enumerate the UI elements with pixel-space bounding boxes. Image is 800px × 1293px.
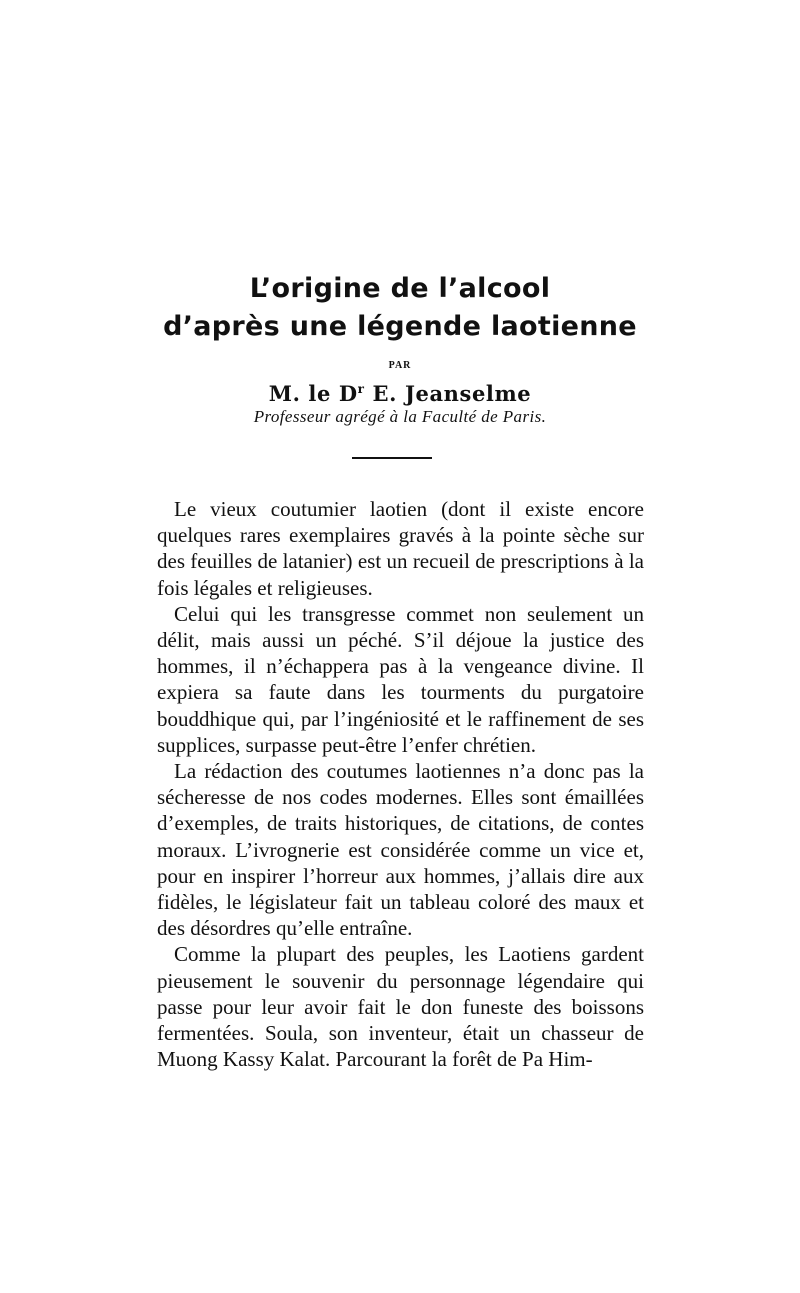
paragraph: Celui qui les transgresse commet non seulement un délit, mais aussi un péché. S’il déjoue la justice des hommes, il n’échappera pas à la vengeance divine. Il expiera sa faute dans les tourments du purgatoire bouddhique qui, par l’ingéniosité et le raffinement de ses supplices, surpasse peut-être l’enfer chrétien. [157, 601, 644, 757]
article-title-line-2: d’après une légende laotienne [163, 311, 637, 342]
author-line [0, 381, 800, 406]
paragraph: Le vieux coutumier laotien (dont il existe encore quelques rares exemplaires gravés à la pointe sèche sur des feuilles de latanier) est un recueil de prescriptions à la fois légales et religieuses. [157, 497, 644, 600]
by-label: PAR [388, 360, 412, 371]
article-body [157, 496, 644, 1072]
article-title-line-1: L’origine de l’alcool [249, 273, 551, 304]
author-prefix: M. le D [268, 381, 358, 406]
separator-rule [352, 457, 432, 459]
paragraph: La rédaction des coutumes laotiennes n’a donc pas la sécheresse de nos codes modernes. Elles sont émaillées d’exemples, de traits historiques, de citations, de contes moraux. L’ivrognerie est considérée comme un vice et, pour en inspirer l’horreur aux hommes, j’allais dire aux fidèles, le législateur fait un tableau coloré des maux et des désordres qu’elle entraîne. [157, 759, 644, 941]
author-title-superscript: r [357, 382, 365, 396]
author-affiliation: Professeur agrégé à la Faculté de Paris. [253, 407, 547, 426]
paragraph: Comme la plupart des peuples, les Laotiens gardent pieusement le souvenir du personnage légendaire qui passe pour leur avoir fait le don funeste des boissons fermentées. Soula, son inventeur, était un chasseur de Muong Kassy Kalat. Parcourant la forêt de Pa Him- [157, 942, 644, 1072]
author-name: E. Jeanselme [364, 381, 532, 406]
